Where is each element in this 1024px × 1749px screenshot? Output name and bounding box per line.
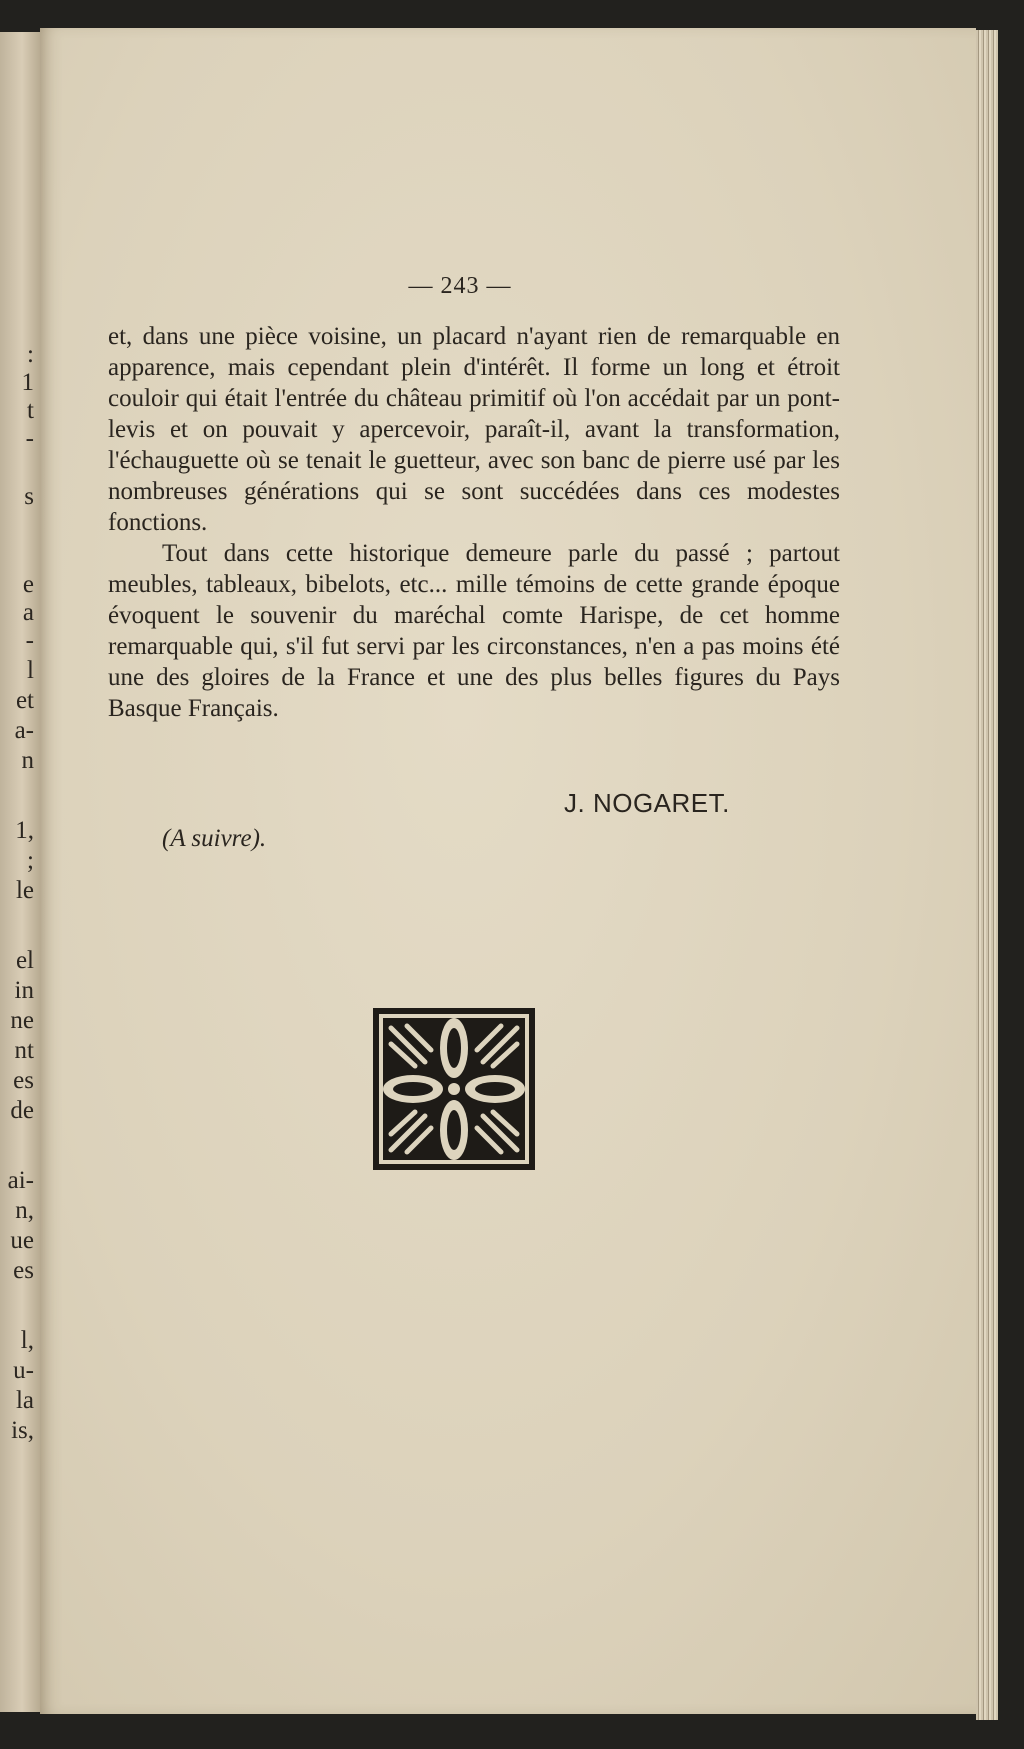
- article-body: [108, 321, 840, 724]
- page-number: — 243 —: [408, 273, 512, 299]
- prev-page-fragment: 1,: [15, 817, 34, 844]
- prev-page-fragment: a-: [14, 717, 34, 744]
- prev-page-fragment: u-: [13, 1357, 34, 1384]
- paragraph: et, dans une pièce voisine, un placard n'ayant rien de remarquable en apparence, mais cependant plein d'intérêt. Il forme un long et étroit couloir qui était l'entrée du château primitif où l'on accédait par un pont-levis et on pouvait y apercevoir, paraît-il, avant la transformation, l'échauguette où se tenait le guetteur, avec son banc de pierre usé par les nombreuses générations qui se sont succédées dans ces modestes fonctions.: [108, 323, 840, 536]
- prev-page-fragment: l: [27, 657, 34, 684]
- author-signature: J. NOGARET.: [564, 788, 730, 818]
- prev-page-fragment: n,: [15, 1197, 34, 1224]
- prev-page-fragment: nt: [14, 1037, 34, 1064]
- prev-page-fragment: t: [27, 397, 34, 424]
- prev-page-fragment: n: [21, 747, 34, 774]
- prev-page-fragment: -: [25, 425, 34, 452]
- prev-page-fragment: ai-: [7, 1167, 34, 1194]
- prev-page-fragment: :: [27, 341, 34, 368]
- prev-page-fragment: l,: [20, 1327, 34, 1354]
- prev-page-fragment: in: [14, 977, 34, 1004]
- prev-page-fragment: 1: [21, 369, 34, 396]
- prev-page-fragment: et: [15, 687, 34, 714]
- prev-page-fragment: e: [22, 571, 34, 598]
- to-be-continued-note: [162, 825, 266, 853]
- stylized-floral-tile-ornament-icon: [373, 1008, 535, 1170]
- page-stack-edge: [976, 30, 998, 1720]
- prev-page-fragment: la: [15, 1387, 34, 1414]
- prev-page-fragment: es: [13, 1257, 34, 1284]
- prev-page-fragment: le: [15, 877, 34, 904]
- previous-page-edge: [0, 32, 42, 1712]
- prev-page-fragment: ;: [27, 847, 34, 874]
- paragraph: Tout dans cette historique demeure parle du passé ; partout meubles, tableaux, bibelots, etc... mille témoins de cette grande époque évoquent le souvenir du maréchal comte Harispe, de cet homme remarquable qui, s'il fut servi par les circonstances, n'en a pas moins été une des gloires de la France et une des plus belles figures du Pays Basque Français.: [108, 540, 840, 722]
- prev-page-fragment: -: [25, 627, 34, 654]
- prev-page-fragment: es: [13, 1067, 34, 1094]
- prev-page-fragment: el: [15, 947, 34, 974]
- prev-page-fragment: a: [22, 599, 34, 626]
- prev-page-fragment: ne: [10, 1007, 34, 1034]
- to-follow-text: (A suivre).: [162, 825, 267, 852]
- prev-page-fragment: s: [24, 483, 34, 510]
- prev-page-fragment: de: [10, 1097, 34, 1124]
- prev-page-fragment: ue: [10, 1227, 34, 1254]
- prev-page-fragment: is,: [11, 1417, 34, 1444]
- book-page: [40, 28, 976, 1714]
